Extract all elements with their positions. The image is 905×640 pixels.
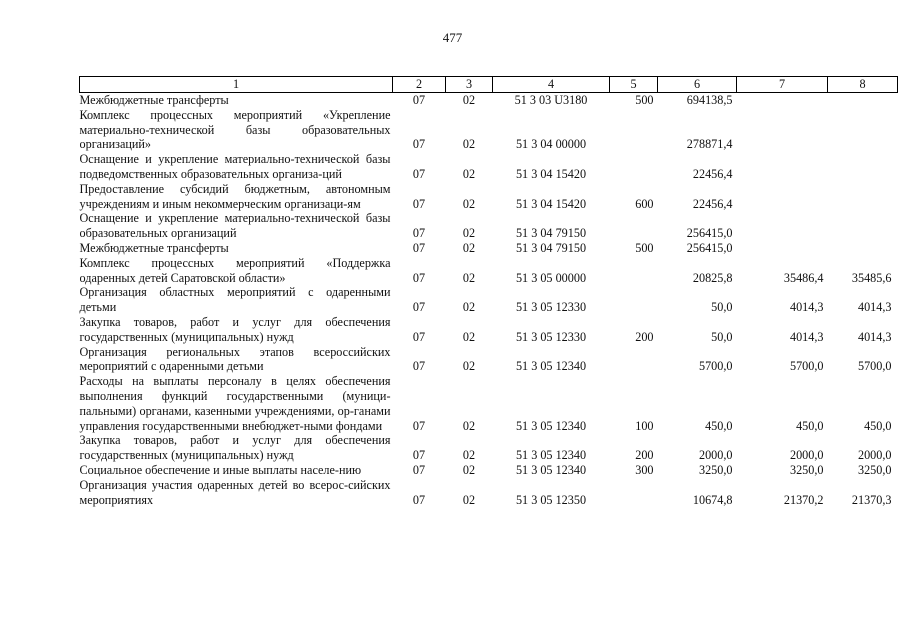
row-subsection: 02 [462, 240, 476, 255]
row-expense-type [610, 285, 658, 315]
row-name: Закупка товаров, работ и услуг для обеспечения государственных (муниципальных) нужд [79, 314, 391, 344]
row-target-code: 51 3 04 79150 [515, 226, 587, 241]
table-row [80, 285, 898, 315]
table-row [80, 256, 898, 286]
table-row [80, 152, 898, 182]
row-amount-col6: 256415,0 [686, 240, 733, 255]
row-target-code: 51 3 05 12340 [515, 418, 587, 433]
header-col-3: 3 [446, 77, 493, 93]
row-amount-col7: 5700,0 [789, 359, 824, 374]
row-amount-col6: 450,0 [705, 418, 733, 433]
row-target-code: 51 3 03 U3180 [514, 93, 588, 107]
row-subsection: 02 [462, 137, 476, 152]
table-row [80, 478, 898, 508]
row-amount-col7: 2000,0 [789, 448, 824, 463]
table-row [80, 211, 898, 241]
row-name: Предоставление субсидий бюджетным, автономным учреждениям и иным некоммерческим организаци-ям [79, 181, 391, 211]
row-section: 07 [412, 448, 426, 463]
row-name: Организация участия одаренных детей во всерос-сийских мероприятиях [79, 477, 391, 507]
row-name: Закупка товаров, работ и услуг для обеспечения государственных (муниципальных) нужд [79, 433, 391, 463]
row-section: 07 [412, 226, 426, 241]
row-subsection: 02 [462, 226, 476, 241]
row-name: Оснащение и укрепление материально-технической базы подведомственных образовательных организа-ций [79, 152, 391, 181]
row-target-code: 51 3 05 12340 [515, 448, 587, 463]
table-row [80, 241, 898, 256]
row-amount-col8 [828, 108, 898, 152]
row-section: 07 [412, 240, 426, 255]
row-amount-col8: 3250,0 [857, 462, 892, 477]
row-target-code: 51 3 05 12340 [515, 462, 587, 477]
row-target-code: 51 3 05 12330 [515, 300, 587, 315]
table-row [80, 93, 898, 108]
row-amount-col8 [828, 241, 898, 256]
row-expense-type: 500 [635, 240, 654, 255]
row-target-code: 51 3 05 12330 [515, 329, 587, 344]
row-target-code: 51 3 05 00000 [515, 270, 587, 285]
row-target-code: 51 3 04 15420 [515, 196, 587, 211]
row-amount-col8 [828, 93, 898, 108]
row-subsection: 02 [462, 448, 476, 463]
row-name: Организация региональных этапов всероссийских мероприятий с одаренными детьми [79, 344, 391, 374]
table-row [80, 433, 898, 463]
row-subsection: 02 [462, 329, 476, 344]
row-name: Оснащение и укрепление материально-технической базы образовательных организаций [79, 211, 391, 241]
row-section: 07 [412, 270, 426, 285]
row-expense-type: 200 [635, 448, 654, 463]
row-amount-col8: 4014,3 [857, 300, 892, 315]
row-target-code: 51 3 04 00000 [515, 137, 587, 152]
row-amount-col8 [828, 152, 898, 182]
table-row [80, 315, 898, 345]
row-amount-col7 [737, 241, 828, 256]
row-amount-col8: 21370,3 [851, 492, 892, 507]
row-section: 07 [412, 492, 426, 507]
row-subsection: 02 [462, 418, 476, 433]
row-name: Социальное обеспечение и иные выплаты населе-нию [79, 462, 362, 477]
row-amount-col6: 22456,4 [692, 166, 733, 181]
table-row [80, 182, 898, 212]
row-amount-col7: 4014,3 [789, 329, 824, 344]
row-amount-col6: 20825,8 [692, 270, 733, 285]
row-amount-col6: 256415,0 [686, 226, 733, 241]
row-expense-type: 200 [635, 329, 654, 344]
row-amount-col6: 3250,0 [698, 462, 733, 477]
row-expense-type: 300 [635, 462, 654, 477]
row-name: Межбюджетные трансферты [79, 93, 229, 107]
row-amount-col8: 450,0 [864, 418, 892, 433]
row-amount-col7: 450,0 [796, 418, 824, 433]
table-body [80, 93, 898, 508]
header-col-5: 5 [610, 77, 658, 93]
row-subsection: 02 [462, 300, 476, 315]
row-target-code: 51 3 05 12350 [515, 492, 587, 507]
header-col-6: 6 [658, 77, 737, 93]
row-expense-type [610, 108, 658, 152]
row-amount-col6: 2000,0 [698, 448, 733, 463]
row-amount-col7 [737, 108, 828, 152]
row-expense-type: 100 [635, 418, 654, 433]
row-amount-col6: 50,0 [711, 300, 733, 315]
header-col-8: 8 [828, 77, 898, 93]
row-amount-col8: 2000,0 [857, 448, 892, 463]
row-amount-col6: 22456,4 [692, 196, 733, 211]
header-row [80, 77, 898, 93]
row-section: 07 [412, 418, 426, 433]
header-col-1: 1 [80, 77, 393, 93]
table-row [80, 463, 898, 478]
row-amount-col7 [737, 93, 828, 108]
row-subsection: 02 [462, 462, 476, 477]
row-amount-col7 [737, 182, 828, 212]
row-amount-col7: 35486,4 [783, 270, 824, 285]
row-expense-type [610, 478, 658, 508]
row-section: 07 [412, 359, 426, 374]
row-section: 07 [412, 462, 426, 477]
row-subsection: 02 [462, 270, 476, 285]
row-name: Комплекс процессных мероприятий «Укрепление материально-технической базы образовательных организаций» [79, 107, 391, 152]
row-target-code: 51 3 04 15420 [515, 166, 587, 181]
row-subsection: 02 [462, 166, 476, 181]
row-name: Комплекс процессных мероприятий «Поддержка одаренных детей Саратовской области» [79, 255, 391, 285]
table-row [80, 108, 898, 152]
budget-table [79, 76, 898, 507]
header-col-7: 7 [737, 77, 828, 93]
header-col-4: 4 [493, 77, 610, 93]
page-number: 477 [442, 30, 463, 45]
row-target-code: 51 3 04 79150 [515, 240, 587, 255]
row-expense-type: 600 [635, 196, 654, 211]
row-subsection: 02 [462, 492, 476, 507]
row-amount-col7 [737, 152, 828, 182]
row-expense-type [610, 345, 658, 375]
row-expense-type [610, 152, 658, 182]
row-name: Расходы на выплаты персоналу в целях обеспечения выполнения функций государственными (муници-пальными) органами, казенными учреждениями, ор-ганами управления государственными внебюджет-ными фондами [79, 374, 391, 433]
row-amount-col8 [828, 182, 898, 212]
row-amount-col6: 694138,5 [686, 93, 733, 107]
row-amount-col8: 5700,0 [857, 359, 892, 374]
row-section: 07 [412, 93, 426, 107]
row-subsection: 02 [462, 359, 476, 374]
row-subsection: 02 [462, 93, 476, 107]
row-amount-col6: 10674,8 [692, 492, 733, 507]
row-target-code: 51 3 05 12340 [515, 359, 587, 374]
row-amount-col8: 4014,3 [857, 329, 892, 344]
row-amount-col8: 35485,6 [851, 270, 892, 285]
row-section: 07 [412, 166, 426, 181]
table-row [80, 345, 898, 375]
row-section: 07 [412, 300, 426, 315]
row-amount-col7: 21370,2 [783, 492, 824, 507]
row-amount-col7: 4014,3 [789, 300, 824, 315]
row-section: 07 [412, 329, 426, 344]
table-row [80, 374, 898, 433]
header-col-2: 2 [393, 77, 446, 93]
row-name: Организация областных мероприятий с одаренными детьми [79, 285, 391, 315]
row-amount-col6: 5700,0 [698, 359, 733, 374]
row-expense-type [610, 211, 658, 241]
row-section: 07 [412, 137, 426, 152]
row-amount-col6: 278871,4 [686, 137, 733, 152]
row-amount-col7: 3250,0 [789, 462, 824, 477]
row-expense-type [610, 256, 658, 286]
row-amount-col6: 50,0 [711, 329, 733, 344]
row-amount-col8 [828, 211, 898, 241]
row-subsection: 02 [462, 196, 476, 211]
row-amount-col7 [737, 211, 828, 241]
row-expense-type: 500 [635, 93, 654, 107]
row-name: Межбюджетные трансферты [79, 240, 229, 255]
row-section: 07 [412, 196, 426, 211]
